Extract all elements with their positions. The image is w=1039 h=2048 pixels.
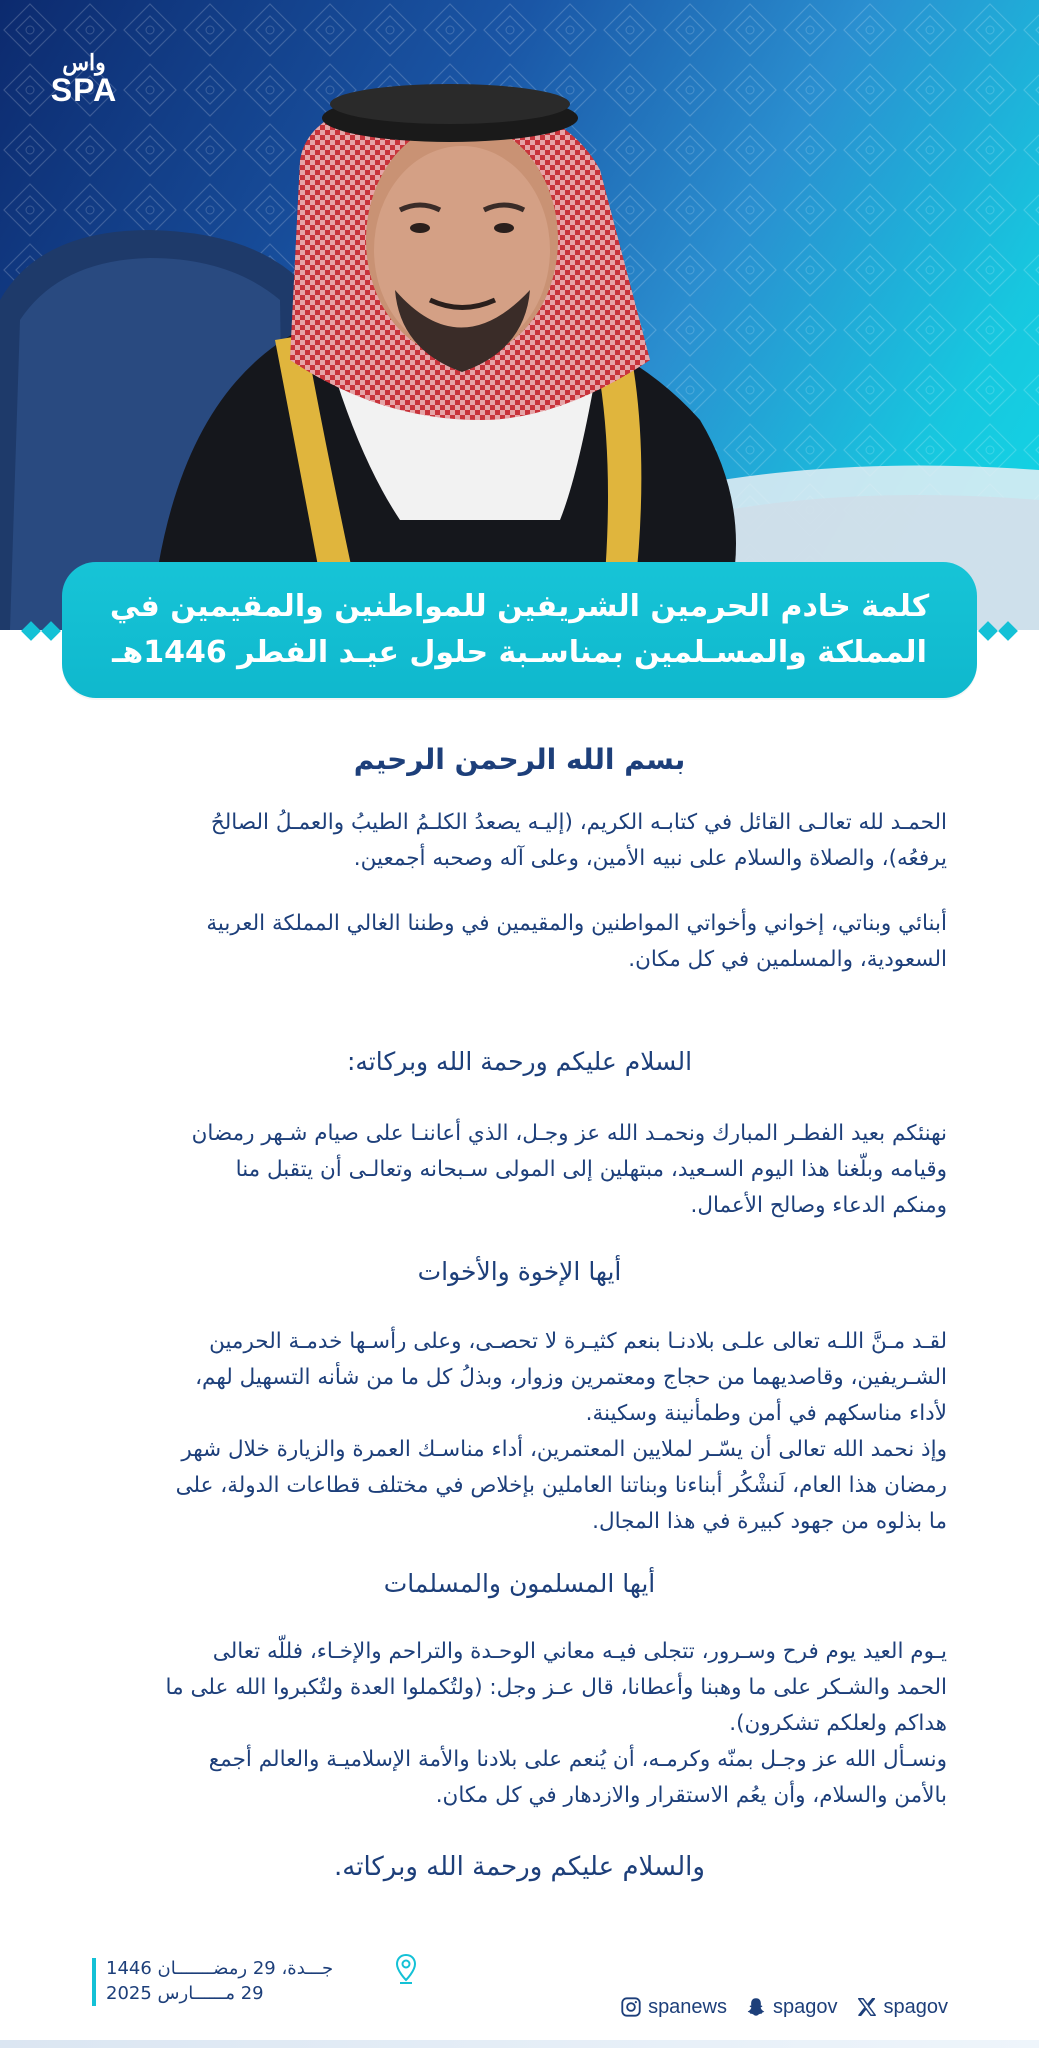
location-pin-icon [395, 1954, 417, 1984]
paragraph-line: بالأمن والسلام، وأن يعُم الاستقرار والازدهار في كل مكان. [435, 1783, 947, 1808]
paragraph-line: لأداء مناسكهم في أمن وطمأنينة وسكينة. [585, 1401, 947, 1426]
paragraph-eid-day [92, 1634, 947, 1814]
portrait-illustration [0, 0, 1039, 630]
paragraph-line: نهنئكم بعيد الفطـر المبارك ونحمـد الله عز وجـل، الذي أعاننـا على صيام شـهر رمضان [191, 1121, 947, 1146]
footer-date [106, 1956, 333, 2006]
paragraph-line: لقـد مـنَّ اللـه تعالى علـى بلادنـا بنعم كثيـرة لا تحصـى، وعلى رأسـها خدمـة الحرمين [209, 1329, 947, 1354]
closing-salutation: والسلام عليكم ورحمة الله وبركاته. [334, 1852, 705, 1882]
paragraph-line: يـوم العيد يوم فرح وسـرور، تتجلى فيـه معاني الوحـدة والتراحم والإخـاء، فللّه تعالى [212, 1639, 947, 1664]
paragraph-line: ما بذلوه من جهود كبيرة في هذا المجال. [592, 1509, 947, 1534]
paragraph-line: ومنكم الدعاء وصالح الأعمال. [690, 1193, 947, 1218]
social-handle: spanews [648, 1995, 727, 2018]
logo-latin: SPA [50, 72, 118, 108]
title-banner [62, 562, 977, 698]
social-x[interactable] [856, 1996, 949, 2019]
date-gregorian: 29 مــــــارس 2025 [106, 1983, 264, 2004]
paragraph-line: الحمد والشـكر على ما وهبنا وأعطانا، قال عـز وجل: (ولتُكملوا العدة ولتُكبروا الله على ما [165, 1675, 947, 1700]
paragraph-line: الشـريفين، وقاصديهما من حجاج ومعتمرين وزوار، وبذلُ كل ما من شأنه التسهيل لهم، [195, 1365, 947, 1390]
paragraph-opening [92, 805, 947, 877]
section-heading-muslims: أيها المسلمون والمسلمات [383, 1569, 656, 1598]
paragraph-line: يرفعُه)، والصلاة والسلام على نبيه الأمين، وعلى آله وصحبه أجمعين. [353, 846, 947, 871]
social-snapchat[interactable] [745, 1996, 838, 2019]
social-instagram[interactable] [620, 1996, 727, 2019]
basmala: بسم الله الرحمن الرحيم [353, 743, 686, 776]
social-handle: spagov [773, 1995, 838, 2018]
spa-logo [44, 52, 124, 108]
date-hijri: جـــدة، 29 رمضـــــــان 1446 [106, 1958, 334, 1979]
paragraph-line: وقيامه وبلّغنا هذا اليوم السـعيد، مبتهلين إلى المولى سـبحانه وتعالـى أن يتقبل منا [235, 1157, 947, 1182]
paragraph-line: السعودية، والمسلمين في كل مكان. [628, 947, 947, 972]
paragraph-line: ونسـأل الله عز وجـل بمنّه وكرمـه، أن يُنعم على بلادنا والأمة الإسلاميـة والعالم أجمع [208, 1747, 947, 1772]
x-icon [856, 1996, 878, 2018]
title-line-2: المملكة والمسـلمين بمناسـبة حلول عيـد الفطر 1446هـ [112, 635, 927, 670]
section-heading-brothers: أيها الإخوة والأخوات [417, 1257, 622, 1286]
title-line-1: كلمة خادم الحرمين الشريفين للمواطنين والمقيمين في [109, 589, 930, 624]
paragraph-eid-wishes [92, 1116, 947, 1224]
greeting-heading: السلام عليكم ورحمة الله وبركاته: [346, 1047, 693, 1076]
paragraph-line: أبنائي وبناتي، إخواني وأخواتي المواطنين والمقيمين في وطننا الغالي المملكة العربية [206, 911, 947, 936]
social-links [630, 1992, 948, 2022]
snapchat-icon [745, 1996, 767, 2018]
paragraph-address [92, 906, 947, 978]
paragraph-line: الحمـد لله تعالـى القائل في كتابـه الكريم، (إليـه يصعدُ الكلـمُ الطيبُ والعمـلُ الصالحُ [210, 810, 947, 835]
hero-banner [0, 0, 1039, 630]
footer-accent-bar [92, 1958, 96, 2006]
paragraph-line: وإذ نحمد الله تعالى أن يسّـر لملايين المعتمرين، أداء مناسـك العمرة والزيارة خلال شهر [181, 1437, 947, 1462]
bottom-strip [0, 2040, 1039, 2048]
paragraph-blessings [92, 1324, 947, 1540]
paragraph-line: هداكم ولعلكم تشكرون). [729, 1711, 947, 1736]
paragraph-line: رمضان هذا العام، لَنشْكُر أبناءنا وبناتنا العاملين بإخلاص في مختلف قطاعات الدولة، على [175, 1473, 947, 1498]
instagram-icon [620, 1996, 642, 2018]
logo-arabic: واس [62, 50, 106, 75]
social-handle: spagov [883, 1995, 948, 2018]
